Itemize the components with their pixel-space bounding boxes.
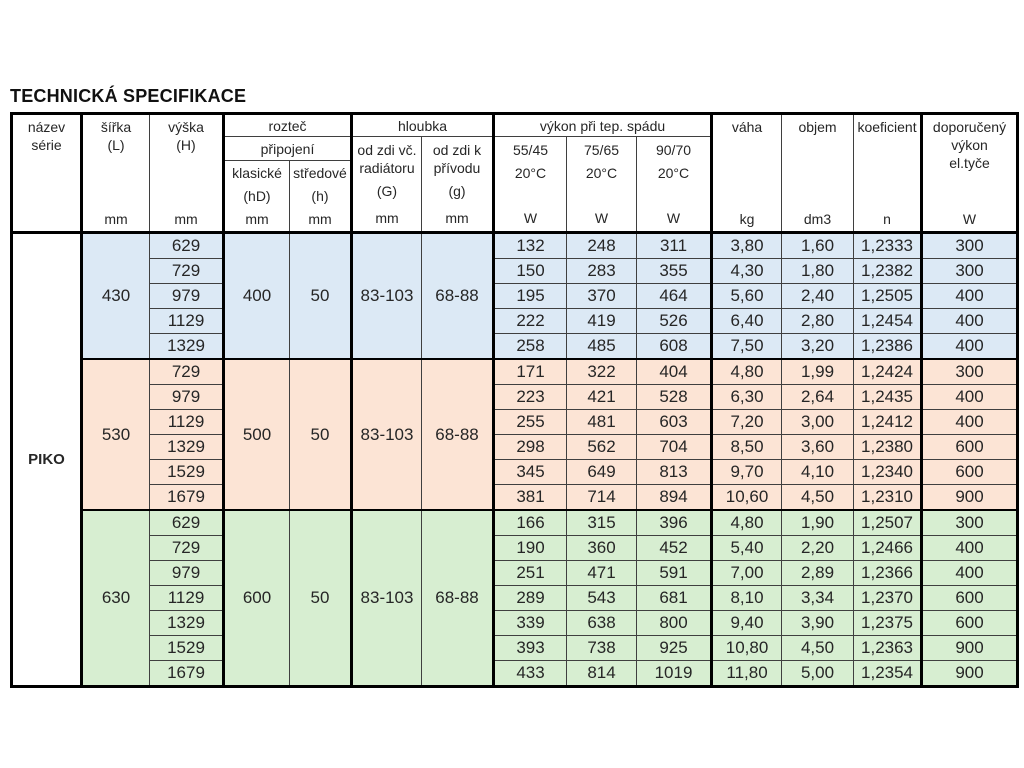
height-cell: 629 <box>150 510 224 536</box>
header-depth-incl-line1: od zdi vč. <box>357 141 417 158</box>
power-9070-cell: 464 <box>637 284 712 309</box>
header-width-label <box>101 118 131 154</box>
header-depth-incl-cell <box>353 138 421 231</box>
power-5545-cell: 251 <box>494 561 567 586</box>
table-row <box>12 661 1018 687</box>
height-cell: 1679 <box>150 661 224 687</box>
header-height-line2: (H) <box>176 137 196 154</box>
power-5545-cell: 166 <box>494 510 567 536</box>
volume-cell: 1,60 <box>782 233 854 259</box>
header-width-unit: mm <box>104 210 128 227</box>
header-power-9070-line2: 20°C <box>657 164 690 181</box>
power-9070-cell: 894 <box>637 485 712 511</box>
recommended-power-cell: 300 <box>922 233 1018 259</box>
coefficient-cell: 1,2466 <box>854 536 922 561</box>
power-5545-cell: 222 <box>494 309 567 334</box>
volume-cell: 2,80 <box>782 309 854 334</box>
pitch-central-cell: 50 <box>290 233 352 360</box>
volume-cell: 2,64 <box>782 385 854 410</box>
weight-cell: 9,70 <box>712 460 782 485</box>
table-row <box>12 536 1018 561</box>
height-cell: 1129 <box>150 586 224 611</box>
power-7565-cell: 370 <box>567 284 637 309</box>
power-7565-cell: 638 <box>567 611 637 636</box>
header-power-9070 <box>637 137 712 233</box>
header-recommended-cell <box>923 115 1016 231</box>
header-depth-incl-line3: (G) <box>376 182 398 199</box>
header-volume-label: objem <box>798 119 837 135</box>
header-pitch-central-cell <box>290 161 350 231</box>
header-row-1 <box>12 114 1018 137</box>
recommended-power-cell: 600 <box>922 586 1018 611</box>
width-cell: 530 <box>82 359 150 510</box>
height-cell: 979 <box>150 385 224 410</box>
weight-cell: 5,40 <box>712 536 782 561</box>
weight-cell: 4,80 <box>712 510 782 536</box>
recommended-power-cell: 900 <box>922 661 1018 687</box>
volume-cell: 3,00 <box>782 410 854 435</box>
header-pitch-classic-line2: (hD) <box>243 188 271 205</box>
depth-to-supply-cell: 68-88 <box>422 233 494 360</box>
volume-cell: 2,40 <box>782 284 854 309</box>
coefficient-cell: 1,2354 <box>854 661 922 687</box>
table-row <box>12 233 1018 259</box>
header-depth-supply-line2: přívodu <box>433 159 481 176</box>
power-5545-cell: 132 <box>494 233 567 259</box>
height-cell: 729 <box>150 536 224 561</box>
coefficient-cell: 1,2386 <box>854 334 922 360</box>
header-width-line2: (L) <box>107 137 125 154</box>
height-cell: 629 <box>150 233 224 259</box>
weight-cell: 7,20 <box>712 410 782 435</box>
pitch-central-cell: 50 <box>290 359 352 510</box>
power-5545-cell: 190 <box>494 536 567 561</box>
power-7565-cell: 419 <box>567 309 637 334</box>
header-power-7565-cell <box>567 138 636 231</box>
table-header <box>12 114 1018 233</box>
header-depth-supply <box>422 137 494 233</box>
weight-cell: 8,10 <box>712 586 782 611</box>
header-coefficient-cell <box>854 115 920 231</box>
coefficient-cell: 1,2310 <box>854 485 922 511</box>
header-pitch-classic-unit: mm <box>245 210 269 227</box>
volume-cell: 2,89 <box>782 561 854 586</box>
power-5545-cell: 433 <box>494 661 567 687</box>
header-power-7565-line2: 20°C <box>585 164 618 181</box>
power-9070-cell: 452 <box>637 536 712 561</box>
table-row <box>12 561 1018 586</box>
power-7565-cell: 360 <box>567 536 637 561</box>
recommended-power-cell: 600 <box>922 611 1018 636</box>
spec-table-body <box>12 233 1018 687</box>
table-row <box>12 485 1018 511</box>
power-9070-cell: 526 <box>637 309 712 334</box>
table-row <box>12 359 1018 385</box>
header-recommended-label <box>933 118 1006 173</box>
header-depth-supply-unit: mm <box>445 210 469 227</box>
table-row <box>12 586 1018 611</box>
header-series-label <box>28 118 65 154</box>
volume-cell: 3,20 <box>782 334 854 360</box>
table-row <box>12 259 1018 284</box>
header-recommended-line3: el.tyče <box>949 155 990 172</box>
recommended-power-cell: 400 <box>922 309 1018 334</box>
power-9070-cell: 1019 <box>637 661 712 687</box>
weight-cell: 7,50 <box>712 334 782 360</box>
recommended-power-cell: 300 <box>922 259 1018 284</box>
header-recommended-line2: výkon <box>951 137 988 154</box>
header-depth-supply-cell <box>422 138 492 231</box>
volume-cell: 1,90 <box>782 510 854 536</box>
depth-incl-radiator-cell: 83-103 <box>352 510 422 687</box>
header-depth-incl-label <box>357 141 416 201</box>
header-power-7565 <box>567 137 637 233</box>
header-weight-cell <box>713 115 781 231</box>
header-power-7565-label <box>584 141 619 182</box>
volume-cell: 1,99 <box>782 359 854 385</box>
header-power-9070-unit: W <box>666 210 681 227</box>
power-9070-cell: 704 <box>637 435 712 460</box>
header-series-line2: série <box>31 137 62 154</box>
header-volume-cell <box>782 115 853 231</box>
header-depth-supply-line3: (g) <box>448 182 466 199</box>
header-depth-incl <box>352 137 422 233</box>
header-pitch-central-line1: středové <box>293 165 347 181</box>
power-7565-cell: 471 <box>567 561 637 586</box>
header-recommended-line1: doporučený <box>932 119 1007 135</box>
header-series <box>12 114 82 233</box>
power-7565-cell: 562 <box>567 435 637 460</box>
header-weight <box>712 114 782 233</box>
height-cell: 979 <box>150 284 224 309</box>
volume-cell: 4,50 <box>782 485 854 511</box>
power-7565-cell: 283 <box>567 259 637 284</box>
height-cell: 729 <box>150 359 224 385</box>
height-cell: 1329 <box>150 334 224 360</box>
weight-cell: 6,30 <box>712 385 782 410</box>
header-pitch-sublabel: připojení <box>224 137 352 161</box>
height-cell: 1529 <box>150 636 224 661</box>
weight-cell: 10,60 <box>712 485 782 511</box>
header-pitch-classic-line1: klasické <box>232 165 282 181</box>
power-5545-cell: 298 <box>494 435 567 460</box>
recommended-power-cell: 400 <box>922 561 1018 586</box>
power-9070-cell: 608 <box>637 334 712 360</box>
depth-incl-radiator-cell: 83-103 <box>352 359 422 510</box>
power-5545-cell: 339 <box>494 611 567 636</box>
weight-cell: 3,80 <box>712 233 782 259</box>
power-9070-cell: 396 <box>637 510 712 536</box>
coefficient-cell: 1,2507 <box>854 510 922 536</box>
recommended-power-cell: 900 <box>922 485 1018 511</box>
weight-cell: 7,00 <box>712 561 782 586</box>
coefficient-cell: 1,2375 <box>854 611 922 636</box>
header-power-7565-unit: W <box>594 210 609 227</box>
table-row <box>12 636 1018 661</box>
power-9070-cell: 603 <box>637 410 712 435</box>
power-5545-cell: 195 <box>494 284 567 309</box>
header-weight-unit: kg <box>739 210 755 227</box>
recommended-power-cell: 300 <box>922 359 1018 385</box>
header-series-cell <box>13 115 80 231</box>
header-width <box>82 114 150 233</box>
weight-cell: 9,40 <box>712 611 782 636</box>
power-7565-cell: 315 <box>567 510 637 536</box>
height-cell: 979 <box>150 561 224 586</box>
series-name-cell: PIKO <box>12 233 82 687</box>
power-5545-cell: 345 <box>494 460 567 485</box>
coefficient-cell: 1,2435 <box>854 385 922 410</box>
coefficient-cell: 1,2412 <box>854 410 922 435</box>
power-7565-cell: 322 <box>567 359 637 385</box>
pitch-central-cell: 50 <box>290 510 352 687</box>
header-pitch-group: rozteč <box>224 114 352 137</box>
recommended-power-cell: 400 <box>922 410 1018 435</box>
header-power-9070-line1: 90/70 <box>655 141 692 158</box>
weight-cell: 4,30 <box>712 259 782 284</box>
header-recommended-unit: W <box>962 210 977 227</box>
coefficient-cell: 1,2370 <box>854 586 922 611</box>
power-7565-cell: 714 <box>567 485 637 511</box>
volume-cell: 5,00 <box>782 661 854 687</box>
recommended-power-cell: 600 <box>922 435 1018 460</box>
table-row <box>12 284 1018 309</box>
table-row <box>12 334 1018 360</box>
depth-to-supply-cell: 68-88 <box>422 510 494 687</box>
header-power-5545-cell <box>495 138 566 231</box>
height-cell: 1529 <box>150 460 224 485</box>
power-5545-cell: 393 <box>494 636 567 661</box>
height-cell: 1329 <box>150 611 224 636</box>
power-7565-cell: 738 <box>567 636 637 661</box>
height-cell: 729 <box>150 259 224 284</box>
header-power-7565-line1: 75/65 <box>583 141 620 158</box>
power-9070-cell: 528 <box>637 385 712 410</box>
power-7565-cell: 421 <box>567 385 637 410</box>
power-9070-cell: 591 <box>637 561 712 586</box>
table-row <box>12 385 1018 410</box>
header-depth-supply-line1: od zdi k <box>432 141 482 158</box>
header-height-line1: výška <box>168 119 204 135</box>
weight-cell: 11,80 <box>712 661 782 687</box>
header-pitch-central-label <box>293 164 347 205</box>
page-title: TECHNICKÁ SPECIFIKACE <box>10 86 247 106</box>
power-7565-cell: 814 <box>567 661 637 687</box>
volume-cell: 4,50 <box>782 636 854 661</box>
power-7565-cell: 481 <box>567 410 637 435</box>
header-power-group: výkon při tep. spádu <box>494 114 712 137</box>
coefficient-cell: 1,2382 <box>854 259 922 284</box>
power-5545-cell: 223 <box>494 385 567 410</box>
header-pitch-classic-label <box>232 164 282 205</box>
pitch-classic-cell: 500 <box>224 359 290 510</box>
header-pitch-classic-cell <box>225 161 289 231</box>
power-5545-cell: 258 <box>494 334 567 360</box>
power-5545-cell: 289 <box>494 586 567 611</box>
power-9070-cell: 404 <box>637 359 712 385</box>
table-row <box>12 611 1018 636</box>
header-pitch-classic <box>224 161 290 233</box>
recommended-power-cell: 300 <box>922 510 1018 536</box>
table-row <box>12 460 1018 485</box>
coefficient-cell: 1,2380 <box>854 435 922 460</box>
header-height-unit: mm <box>174 210 198 227</box>
volume-cell: 3,34 <box>782 586 854 611</box>
power-7565-cell: 649 <box>567 460 637 485</box>
table-row <box>12 435 1018 460</box>
volume-cell: 4,10 <box>782 460 854 485</box>
height-cell: 1129 <box>150 309 224 334</box>
header-coefficient <box>854 114 922 233</box>
coefficient-cell: 1,2424 <box>854 359 922 385</box>
coefficient-cell: 1,2363 <box>854 636 922 661</box>
power-7565-cell: 248 <box>567 233 637 259</box>
header-depth-incl-unit: mm <box>375 210 399 227</box>
coefficient-cell: 1,2333 <box>854 233 922 259</box>
page <box>0 86 1024 688</box>
header-power-5545-line2: 20°C <box>514 164 547 181</box>
recommended-power-cell: 400 <box>922 284 1018 309</box>
power-5545-cell: 255 <box>494 410 567 435</box>
header-weight-label: váha <box>731 119 763 135</box>
recommended-power-cell: 900 <box>922 636 1018 661</box>
volume-cell: 3,90 <box>782 611 854 636</box>
header-series-line1: název <box>27 119 66 135</box>
header-pitch-central <box>290 161 352 233</box>
coefficient-cell: 1,2454 <box>854 309 922 334</box>
power-9070-cell: 813 <box>637 460 712 485</box>
header-depth-group: hloubka <box>352 114 494 137</box>
volume-cell: 3,60 <box>782 435 854 460</box>
power-9070-cell: 311 <box>637 233 712 259</box>
depth-incl-radiator-cell: 83-103 <box>352 233 422 360</box>
header-power-9070-cell <box>637 138 710 231</box>
header-depth-supply-label <box>433 141 481 201</box>
power-5545-cell: 381 <box>494 485 567 511</box>
header-pitch-central-unit: mm <box>308 210 332 227</box>
height-cell: 1129 <box>150 410 224 435</box>
header-power-5545-unit: W <box>523 210 538 227</box>
header-coefficient-unit: n <box>883 210 891 227</box>
weight-cell: 5,60 <box>712 284 782 309</box>
header-width-cell <box>83 115 149 231</box>
pitch-classic-cell: 600 <box>224 510 290 687</box>
power-9070-cell: 681 <box>637 586 712 611</box>
width-cell: 630 <box>82 510 150 687</box>
header-height-cell <box>150 115 222 231</box>
coefficient-cell: 1,2340 <box>854 460 922 485</box>
volume-cell: 1,80 <box>782 259 854 284</box>
coefficient-cell: 1,2366 <box>854 561 922 586</box>
header-power-5545 <box>494 137 567 233</box>
power-5545-cell: 171 <box>494 359 567 385</box>
header-depth-incl-line2: radiátoru <box>359 159 415 176</box>
weight-cell: 6,40 <box>712 309 782 334</box>
header-recommended <box>922 114 1018 233</box>
volume-cell: 2,20 <box>782 536 854 561</box>
coefficient-cell: 1,2505 <box>854 284 922 309</box>
header-power-5545-label <box>513 141 548 182</box>
header-volume-unit: dm3 <box>803 210 832 227</box>
recommended-power-cell: 400 <box>922 334 1018 360</box>
weight-cell: 10,80 <box>712 636 782 661</box>
header-power-9070-label <box>656 141 691 182</box>
height-cell: 1679 <box>150 485 224 511</box>
power-9070-cell: 355 <box>637 259 712 284</box>
weight-cell: 8,50 <box>712 435 782 460</box>
power-7565-cell: 485 <box>567 334 637 360</box>
header-pitch-central-line2: (h) <box>311 188 329 205</box>
power-9070-cell: 800 <box>637 611 712 636</box>
header-power-5545-line1: 55/45 <box>512 141 549 158</box>
power-7565-cell: 543 <box>567 586 637 611</box>
recommended-power-cell: 600 <box>922 460 1018 485</box>
spec-table <box>10 112 1019 688</box>
header-height <box>150 114 224 233</box>
header-coefficient-label: koeficient <box>857 119 917 135</box>
pitch-classic-cell: 400 <box>224 233 290 360</box>
depth-to-supply-cell: 68-88 <box>422 359 494 510</box>
table-row <box>12 510 1018 536</box>
height-cell: 1329 <box>150 435 224 460</box>
power-9070-cell: 925 <box>637 636 712 661</box>
header-height-label <box>168 118 204 154</box>
width-cell: 430 <box>82 233 150 360</box>
table-row <box>12 309 1018 334</box>
table-row <box>12 410 1018 435</box>
header-width-line1: šířka <box>100 119 132 135</box>
weight-cell: 4,80 <box>712 359 782 385</box>
power-5545-cell: 150 <box>494 259 567 284</box>
recommended-power-cell: 400 <box>922 536 1018 561</box>
recommended-power-cell: 400 <box>922 385 1018 410</box>
header-volume <box>782 114 854 233</box>
